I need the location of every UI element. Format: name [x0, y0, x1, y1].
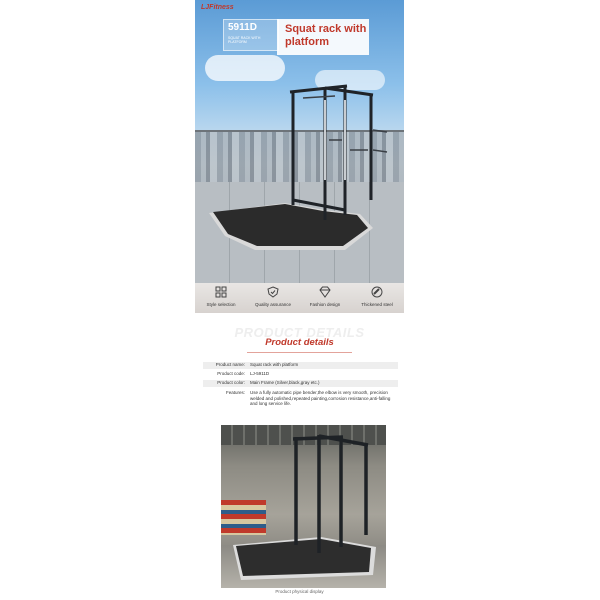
row-key: Product name:	[215, 362, 245, 367]
row-value: Main Frame (Silver,black,gray etc.)	[250, 380, 320, 385]
feature-label: Style selection	[206, 302, 236, 307]
title-underline	[247, 352, 352, 353]
feature-style-selection	[195, 283, 247, 313]
product-page	[195, 0, 404, 600]
hero-title-box	[277, 19, 369, 55]
photo-platform-mat	[236, 539, 371, 576]
grid-icon	[215, 286, 227, 298]
feature-label: Fashion design	[309, 302, 341, 307]
section-ghost-title: PRODUCT DETAILS	[234, 325, 365, 340]
table-row	[203, 390, 398, 410]
shield-check-icon	[267, 286, 279, 298]
photo-caption: Product physical display	[275, 589, 324, 594]
product-photo	[221, 425, 386, 588]
row-key: Product color:	[217, 380, 245, 385]
row-key: Features:	[225, 390, 245, 395]
feature-label: Thickened steel	[361, 302, 393, 307]
table-row	[203, 380, 398, 387]
photo-rack-frame	[293, 435, 368, 553]
photo-rack-image	[221, 425, 386, 588]
section-title: Product details	[265, 337, 334, 348]
brand-logo: LJFitness	[201, 4, 234, 11]
hero-title: Squat rack with platform	[285, 23, 367, 48]
row-value: Squat rack with platform	[250, 362, 299, 367]
model-subtitle: SQUAT RACK WITH PLATFORM	[228, 36, 261, 44]
model-number: 5911D	[228, 22, 257, 33]
feature-label: Quality assurance	[254, 302, 292, 307]
model-badge	[223, 19, 279, 51]
feature-thickened-steel	[351, 283, 403, 313]
feature-quality-assurance	[247, 283, 299, 313]
rack-frame	[290, 86, 373, 220]
row-value: LJ-5911D	[250, 371, 270, 376]
row-key: Product code:	[217, 371, 245, 376]
diamond-icon	[319, 286, 331, 298]
feature-fashion-design	[299, 283, 351, 313]
hero-banner	[195, 0, 404, 283]
row-value: Use a fully automatic pipe bender,the elbow is very smooth, precision welded and polished,repeated painting,corrosion resistance,anti-falling and long service life.	[250, 390, 391, 406]
feature-strip	[195, 283, 404, 313]
table-row	[203, 362, 398, 369]
tube-icon	[371, 286, 383, 298]
table-row	[203, 371, 398, 378]
